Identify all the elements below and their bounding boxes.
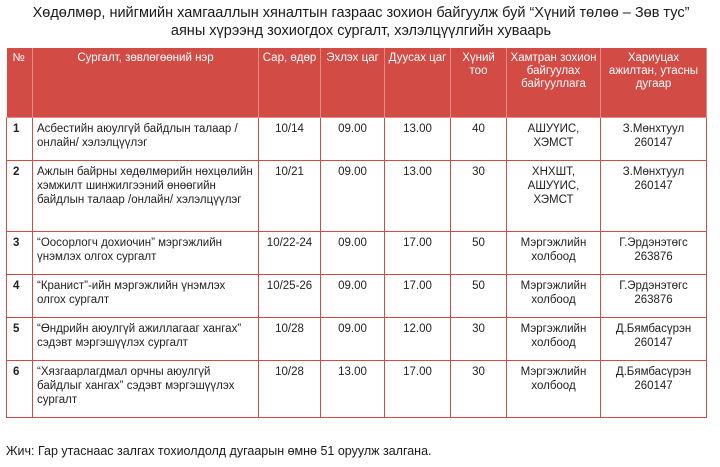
cell-responsible: Г.Эрдэнэтөгс 263876 — [601, 275, 707, 318]
cell-count: 30 — [451, 161, 507, 232]
cell-count: 30 — [451, 318, 507, 361]
title-line-1: Хөдөлмөр, нийгмийн хамгааллын хяналтын газраас зохион байгуулж буй “Хүний төлөө – Зөв тус” — [32, 5, 690, 21]
cell-responsible: З.Мөнхтуул 260147 — [601, 161, 707, 232]
cell-name: Асбестийн аюулгүй байдлын талаар /онлайн/ хэлэлцүүлэг — [33, 118, 259, 161]
cell-date: 10/14 — [259, 118, 321, 161]
cell-start: 09.00 — [321, 318, 385, 361]
cell-end: 17.00 — [385, 232, 451, 275]
cell-end: 17.00 — [385, 361, 451, 418]
cell-num: 2 — [7, 161, 33, 232]
title-line-2: аяны хүрээнд зохиогдох сургалт, хэлэлцүүлгийн хуваарь — [170, 23, 552, 39]
cell-date: 10/21 — [259, 161, 321, 232]
cell-start: 09.00 — [321, 275, 385, 318]
header-responsible: Хариуцах ажилтан, утасны дугаар — [601, 48, 707, 118]
cell-name: “Хязгаарлагдмал орчны аюулгүй байдлыг хангах” сэдэвт мэргэшүүлэх сургалт — [33, 361, 259, 418]
cell-end: 17.00 — [385, 275, 451, 318]
cell-num: 4 — [7, 275, 33, 318]
cell-partner: Мэргэжлийн холбоод — [507, 318, 601, 361]
cell-date: 10/28 — [259, 318, 321, 361]
cell-date: 10/22-24 — [259, 232, 321, 275]
cell-count: 50 — [451, 275, 507, 318]
document-title — [16, 4, 706, 40]
header-partner: Хамтран зохион байгуулах байгууллага — [507, 48, 601, 118]
cell-start: 09.00 — [321, 161, 385, 232]
cell-responsible: Г.Эрдэнэтөгс 263876 — [601, 232, 707, 275]
table-row — [7, 275, 707, 318]
table-row — [7, 232, 707, 275]
header-name: Сургалт, зөвлөгөөний нэр — [33, 48, 259, 118]
header-count: Хүний тоо — [451, 48, 507, 118]
cell-end: 13.00 — [385, 161, 451, 232]
cell-partner: ХНХШТ, АШУҮИС, ХЭМСТ — [507, 161, 601, 232]
cell-name: Ажлын байрны хөдөлмөрийн нөхцөлийн хэмжилт шинжилгээний өнөөгийн байдлын талаар /онлайн/ хэлэлцүүлэг — [33, 161, 259, 232]
cell-responsible: З.Мөнхтуул 260147 — [601, 118, 707, 161]
header-date: Сар, өдөр — [259, 48, 321, 118]
cell-name: “Өндрийн аюулгүй ажиллагааг хангах” сэдэвт мэргэшүүлэх сургалт — [33, 318, 259, 361]
cell-num: 1 — [7, 118, 33, 161]
cell-date: 10/28 — [259, 361, 321, 418]
table-row — [7, 118, 707, 161]
cell-name: “Кранист”-ийн мэргэжлийн үнэмлэх олгох сургалт — [33, 275, 259, 318]
cell-partner: Мэргэжлийн холбоод — [507, 275, 601, 318]
cell-num: 6 — [7, 361, 33, 418]
cell-count: 50 — [451, 232, 507, 275]
header-start: Эхлэх цаг — [321, 48, 385, 118]
cell-date: 10/25-26 — [259, 275, 321, 318]
cell-start: 13.00 — [321, 361, 385, 418]
cell-partner: Мэргэжлийн холбоод — [507, 361, 601, 418]
cell-end: 12.00 — [385, 318, 451, 361]
cell-count: 30 — [451, 361, 507, 418]
cell-responsible: Д.Бямбасүрэн 260147 — [601, 318, 707, 361]
table-header-row — [7, 48, 707, 118]
schedule-table — [6, 48, 707, 418]
cell-num: 3 — [7, 232, 33, 275]
table-row — [7, 318, 707, 361]
cell-name: “Оосорлогч дохиочин” мэргэжлийн үнэмлэх олгох сургалт — [33, 232, 259, 275]
header-num: № — [7, 48, 33, 118]
cell-start: 09.00 — [321, 118, 385, 161]
cell-partner: Мэргэжлийн холбоод — [507, 232, 601, 275]
cell-end: 13.00 — [385, 118, 451, 161]
cell-count: 40 — [451, 118, 507, 161]
cell-partner: АШУҮИС, ХЭМСТ — [507, 118, 601, 161]
cell-num: 5 — [7, 318, 33, 361]
cell-start: 09.00 — [321, 232, 385, 275]
cell-responsible: Д.Бямбасүрэн 260147 — [601, 361, 707, 418]
table-row — [7, 361, 707, 418]
header-end: Дуусах цаг — [385, 48, 451, 118]
table-row — [7, 161, 707, 232]
footnote: Жич: Гар утаснаас залгах тохиолдолд дугаарын өмнө 51 оруулж залгана. — [6, 444, 432, 458]
